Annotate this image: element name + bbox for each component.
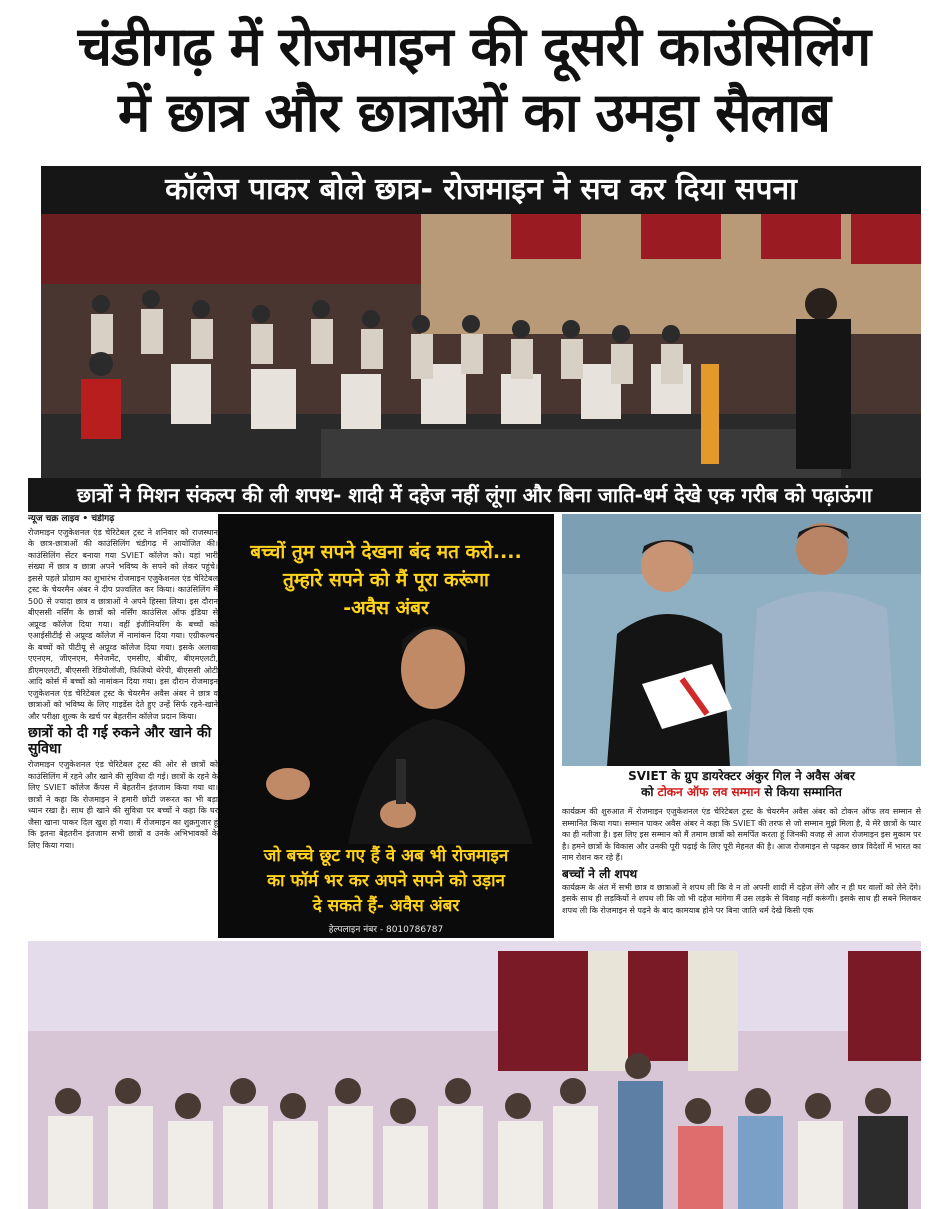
- award-photo: [562, 514, 921, 766]
- award-caption-highlight: टोकन ऑफ लव सम्मान: [657, 785, 761, 799]
- oath-banner: छात्रों ने मिशन संकल्प की ली शपथ- शादी में दहेज नहीं लूंगा और बिना जाति-धर्म देखे एक गरीब को पढ़ाऊंगा: [28, 478, 921, 512]
- oath-ceremony-photo: [41, 214, 921, 478]
- article-right-column: [562, 806, 921, 938]
- oath-paragraph: कार्यक्रम के अंत में सभी छात्र व छात्राओं ने शपथ ली कि वे न तो अपनी शादी में दहेज लेंगे और न ही घर वालों को लेने देंगे। इसके साथ ही लड़कियों ने शपथ ली कि जो भी दहेज मांगेगा मैं उस लड़के से विवाह नहीं करूंगी। इसके साथ ही सबने मिलकर शपथ ली कि रोजमाइन से पढ़ने के बाद कामयाब होने पर बिना जाति धर्म देखे किसी एक: [562, 882, 921, 915]
- headline-line-2: में छात्र और छात्राओं का उमड़ा सैलाब: [117, 81, 831, 144]
- award-caption-line-1: SVIET के ग्रुप डायरेक्टर अंकुर गिल ने अवैस अंबर: [628, 769, 855, 783]
- poster-quote-top: [218, 538, 554, 622]
- poster-helpline: हेल्पलाइन नंबर - 8010786787: [328, 925, 444, 935]
- award-paragraph: कार्यक्रम की शुरुआत में रोजमाइन एजुकेशनल एंड चेरिटेबल ट्रस्ट के चेयरमैन अवैस अंबर को टोकन ऑफ लव सम्मान से सम्मानित किया गया। सम्मान पाकर अवैस अंबर ने कहा कि SVIET की तरफ से जो सम्मान मुझे मिला है, ये मेरे छात्रों के प्यार का ही नतीजा है। इस लिए इस सम्मान को मैं तमाम छात्रों को समर्पित करता हूं जिनकी वजह से आज रोजमाइन इस मुकाम पर है। हमने छात्रों के विकास और उनकी पूरी पढ़ाई के लिए पूरी मेहनत की है। आज रोजमाइन से पढ़कर छात्र विदेशों में भारत का नाम रोशन कर रहे हैं।: [562, 807, 921, 862]
- award-subheading-oath: बच्चों ने ली शपथ: [562, 866, 638, 881]
- poster-quote-bottom-line-1: जो बच्चे छूट गए हैं वे अब भी रोजमाइन: [263, 846, 509, 866]
- article-subheading-facilities: छात्रों को दी गई रुकने और खाने की सुविधा: [28, 725, 212, 757]
- award-caption-prefix: को: [641, 785, 658, 799]
- article-byline: न्यूज चक्र लाइव • चंडीगढ़: [28, 514, 115, 524]
- article-left-column: [28, 514, 218, 938]
- audience-photo: [28, 941, 921, 1209]
- poster-quote-bottom-line-3: दे सकते हैं- अवैस अंबर: [312, 896, 460, 916]
- poster-quote-top-line-1: बच्चों तुम सपने देखना बंद मत करो....: [250, 541, 522, 563]
- subheadline-banner: कॉलेज पाकर बोले छात्र- रोजमाइन ने सच कर दिया सपना: [41, 166, 921, 214]
- poster-quote-bottom: [218, 844, 554, 919]
- quote-poster: [218, 514, 554, 938]
- headline-line-1: चंडीगढ़ में रोजमाइन की दूसरी काउंसिलिंग: [77, 15, 871, 78]
- article-paragraph-1: रोजमाइन एजुकेशनल एंड चेरिटेबल ट्रस्ट ने शनिवार को राजस्थान के छात्र-छात्राओं की काउंसिलिंग चंडीगढ़ में आयोजित की। काउंसिलिंग सेंटर बनाया गया SVIET कॉलेज को। यहां भारी संख्या में छात्र व छात्रा अपने भविष्य के सपने को लेकर पहुंचे। इससे पहले प्रोग्राम का शुभारंभ रोजमाइन एजुकेशनल एंड चेरिटेबल ट्रस्ट के चेयरमैन अंबर ने दीप प्रज्वलित कर किया। काउंसिलिंग में 500 से ज्यादा छात्र व छात्राओं ने अपने हिस्सा लिया। इस दौरान बीएससी नर्सिंग के छात्रों को नर्सिंग काउंसिल ऑफ इंडिया से अप्रूव्ड कॉलेज दिया गया। वहीं इंजीनियरिंग के बच्चों को एआईसीटीई से अप्रूव्ड कॉलेज में नामांकन दिया गया। एग्रीकल्चर के बच्चों को पीटीयू से अप्रूव्ड कॉलेज दिया गया। इसके अलावा एएनएम, जीएनएम, मैनेजमेंट, एमसीए, बीबीए, बीएमएलटी, डीएमएलटी, बीएससी रेडियोलॉजी, फिजियो थेरेपी, बीएससी ओटी आदि कोर्स में बच्चों को नामांकन दिया गया। इस दौरान रोजमाइन एजुकेशनल एंड चेरिटेबल ट्रस्ट के चेयरमैन अवैस अंबर ने छात्र व छात्राओं को भविष्य के लिए गाइडेंस देते हुए उन्हें सिर्फ रहने-खाने और परीक्षा शुल्क के खर्च पर बेहतरीन कॉलेज प्रदान किया।: [28, 527, 218, 721]
- poster-quote-bottom-line-2: का फॉर्म भर कर अपने सपने को उड़ान: [267, 871, 505, 891]
- article-paragraph-2: रोजमाइन एजुकेशनल एंड चेरिटेबल ट्रस्ट की ओर से छात्रों को काउंसिलिंग में रहने और खाने की सुविधा दी गई। छात्रों के रहने के लिए SVIET कॉलेज कैंपस में बेहतरीन इंतजाम किया गया था। छात्रों ने कहा कि रोजमाइन ने हमारी छोटी जरूरत का भी बड़ा ध्यान रखा है। साथ ही खाने की सुविधा पर बच्चों ने कहा कि घर जैसा खाना पाकर दिल खुश हो गया। मैं रोजमाइन का शुक्रगुजार हूं कि इतना बेहतरीन इंतजाम सभी छात्रों व उनके अभिभावकों के लिए किया गया।: [28, 760, 218, 850]
- award-caption: [562, 768, 921, 800]
- award-caption-line-2: [562, 784, 921, 800]
- award-caption-suffix: से किया सम्मानित: [760, 785, 842, 799]
- headline: [0, 0, 948, 160]
- poster-quote-top-line-3: -अवैस अंबर: [343, 597, 429, 619]
- poster-quote-top-line-2: तुम्हारे सपने को मैं पूरा करूंगा: [283, 569, 489, 591]
